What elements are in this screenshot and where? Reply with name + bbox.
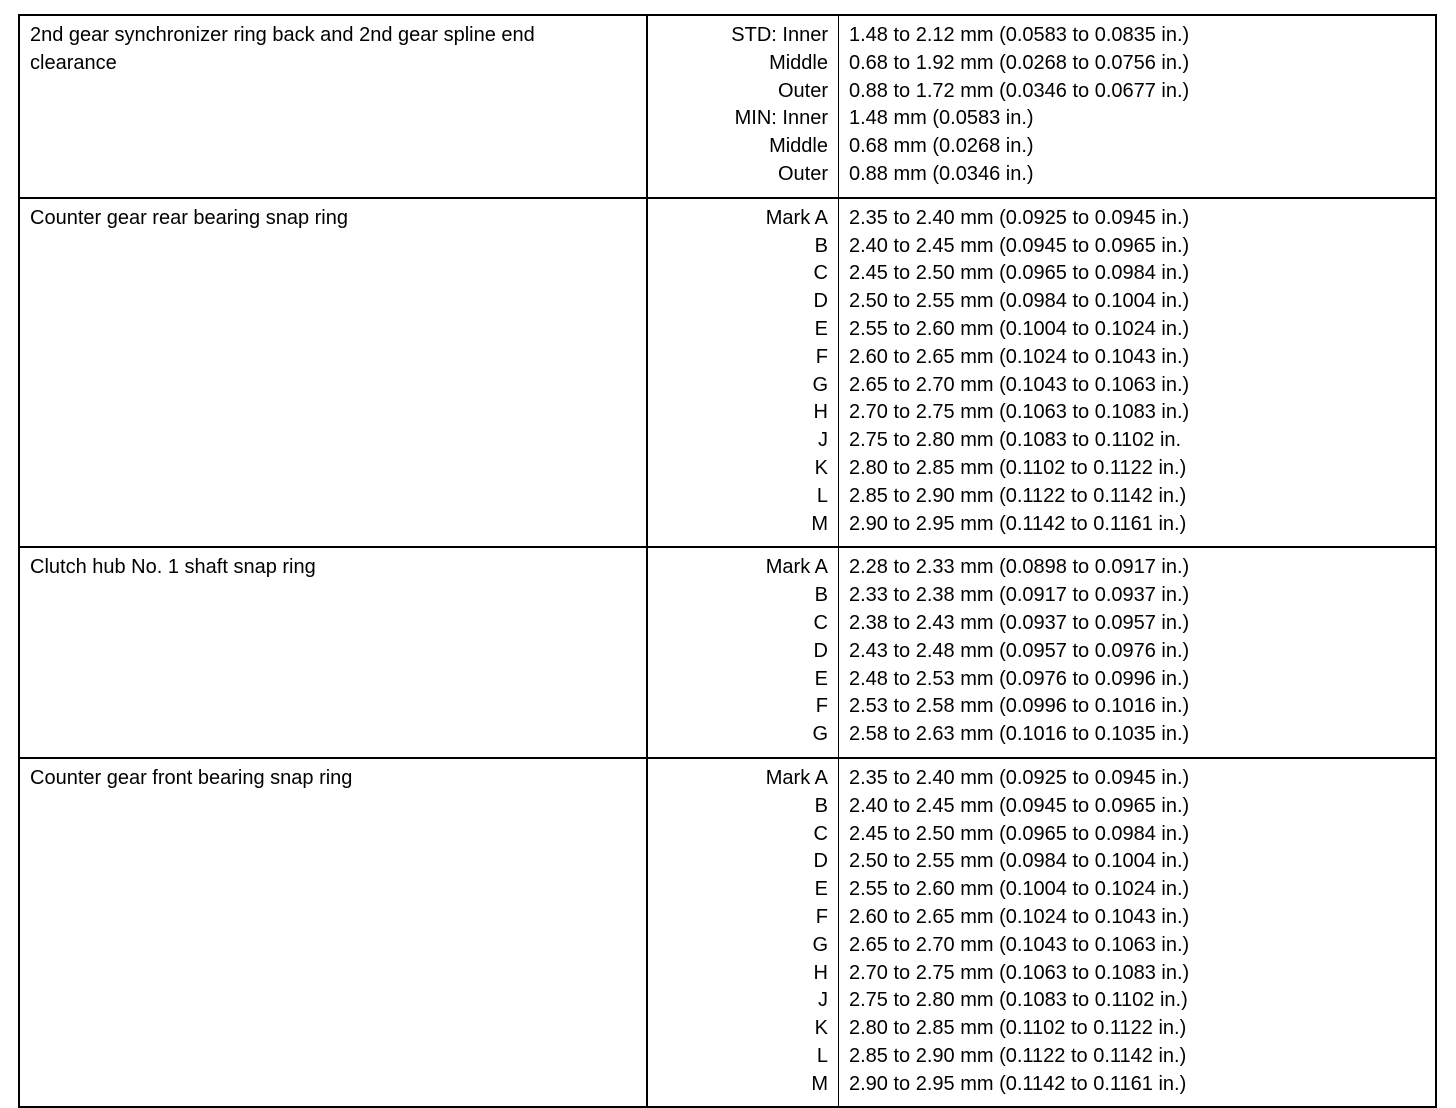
spec-label: M [811,512,828,535]
value-cell [839,758,1437,1108]
value-cell [839,198,1437,548]
spec-value: 0.88 to 1.72 mm (0.0346 to 0.0677 in.) [849,79,1190,102]
spec-label: Mark A [765,766,828,789]
table-row [19,547,1436,758]
spec-value: 2.85 to 2.90 mm (0.1122 to 0.1142 in.) [849,484,1187,507]
spec-value: 0.68 mm (0.0268 in.) [849,135,1034,158]
spec-label: E [814,878,828,901]
spec-value: 2.70 to 2.75 mm (0.1063 to 0.1083 in.) [849,401,1190,424]
spec-label: K [814,456,828,479]
spec-label: B [814,584,828,607]
spec-label: Middle [769,51,828,74]
item-name: Clutch hub No. 1 shaft snap ring [30,556,316,579]
spec-label: F [815,905,828,928]
item-name: Counter gear front bearing snap ring [30,766,353,789]
spec-value: 2.28 to 2.33 mm (0.0898 to 0.0917 in.) [849,556,1190,579]
table-row [19,15,1436,198]
spec-label: M [811,1072,828,1095]
spec-value: 2.55 to 2.60 mm (0.1004 to 0.1024 in.) [849,878,1190,901]
spec-value: 2.53 to 2.58 mm (0.0996 to 0.1016 in.) [849,695,1190,718]
spec-label: B [814,794,828,817]
spec-label: H [813,961,828,984]
spec-value: 2.40 to 2.45 mm (0.0945 to 0.0965 in.) [849,794,1190,817]
spec-label: L [816,484,828,507]
spec-label: K [814,1017,828,1040]
spec-label: D [813,290,828,313]
spec-label: J [818,429,828,452]
spec-label: MIN: Inner [734,107,828,130]
item-name: 2nd gear synchronizer ring back and 2nd gear spline end clearance [30,24,535,74]
spec-label: F [815,345,828,368]
spec-value: 0.88 mm (0.0346 in.) [849,162,1034,185]
spec-value: 2.65 to 2.70 mm (0.1043 to 0.1063 in.) [849,933,1190,956]
value-cell [839,547,1437,758]
spec-label: Outer [777,162,828,185]
label-cell [647,198,839,548]
spec-value: 2.35 to 2.40 mm (0.0925 to 0.0945 in.) [849,766,1190,789]
spec-value: 2.45 to 2.50 mm (0.0965 to 0.0984 in.) [849,262,1190,285]
table-row [19,758,1436,1108]
specification-table-body [19,15,1436,1107]
spec-value: 2.58 to 2.63 mm (0.1016 to 0.1035 in.) [849,723,1190,746]
item-name: Counter gear rear bearing snap ring [30,206,348,229]
spec-label: D [813,639,828,662]
spec-value: 0.68 to 1.92 mm (0.0268 to 0.0756 in.) [849,51,1190,74]
spec-value: 2.43 to 2.48 mm (0.0957 to 0.0976 in.) [849,639,1190,662]
item-cell [19,547,647,758]
spec-value: 2.75 to 2.80 mm (0.1083 to 0.1102 in. [849,429,1182,452]
spec-label: B [814,234,828,257]
spec-value: 2.65 to 2.70 mm (0.1043 to 0.1063 in.) [849,373,1190,396]
spec-label: C [813,262,828,285]
spec-value: 2.60 to 2.65 mm (0.1024 to 0.1043 in.) [849,905,1190,928]
spec-value: 2.48 to 2.53 mm (0.0976 to 0.0996 in.) [849,667,1190,690]
spec-label: F [815,695,828,718]
spec-label: D [813,850,828,873]
table-row [19,198,1436,548]
value-cell [839,15,1437,198]
spec-label: E [814,667,828,690]
item-cell [19,15,647,198]
specification-table [18,14,1437,1108]
spec-value: 1.48 to 2.12 mm (0.0583 to 0.0835 in.) [849,24,1190,46]
spec-label: C [813,822,828,845]
spec-value: 2.70 to 2.75 mm (0.1063 to 0.1083 in.) [849,961,1190,984]
spec-value: 2.33 to 2.38 mm (0.0917 to 0.0937 in.) [849,584,1190,607]
spec-label: G [812,933,828,956]
spec-label: J [818,989,828,1012]
label-cell [647,547,839,758]
spec-value: 2.50 to 2.55 mm (0.0984 to 0.1004 in.) [849,290,1190,313]
spec-label: STD: Inner [731,24,828,46]
spec-label: G [812,373,828,396]
spec-value: 2.40 to 2.45 mm (0.0945 to 0.0965 in.) [849,234,1190,257]
spec-label: Mark A [765,206,828,229]
spec-value: 2.45 to 2.50 mm (0.0965 to 0.0984 in.) [849,822,1190,845]
spec-value: 1.48 mm (0.0583 in.) [849,107,1034,130]
spec-label: E [814,317,828,340]
spec-value: 2.55 to 2.60 mm (0.1004 to 0.1024 in.) [849,317,1190,340]
spec-value: 2.38 to 2.43 mm (0.0937 to 0.0957 in.) [849,611,1190,634]
spec-value: 2.90 to 2.95 mm (0.1142 to 0.1161 in.) [849,1072,1187,1095]
spec-label: G [812,723,828,746]
item-cell [19,758,647,1108]
item-cell [19,198,647,548]
spec-value: 2.75 to 2.80 mm (0.1083 to 0.1102 in.) [849,989,1188,1012]
label-cell [647,15,839,198]
spec-label: Middle [769,135,828,158]
spec-label: Mark A [765,556,828,579]
spec-value: 2.80 to 2.85 mm (0.1102 to 0.1122 in.) [849,456,1187,479]
spec-label: L [816,1044,828,1067]
spec-label: C [813,611,828,634]
spec-value: 2.60 to 2.65 mm (0.1024 to 0.1043 in.) [849,345,1190,368]
spec-label: H [813,401,828,424]
spec-label: Outer [777,79,828,102]
label-cell [647,758,839,1108]
spec-value: 2.85 to 2.90 mm (0.1122 to 0.1142 in.) [849,1044,1187,1067]
spec-value: 2.35 to 2.40 mm (0.0925 to 0.0945 in.) [849,206,1190,229]
spec-value: 2.50 to 2.55 mm (0.0984 to 0.1004 in.) [849,850,1190,873]
spec-value: 2.90 to 2.95 mm (0.1142 to 0.1161 in.) [849,512,1187,535]
spec-value: 2.80 to 2.85 mm (0.1102 to 0.1122 in.) [849,1017,1187,1040]
